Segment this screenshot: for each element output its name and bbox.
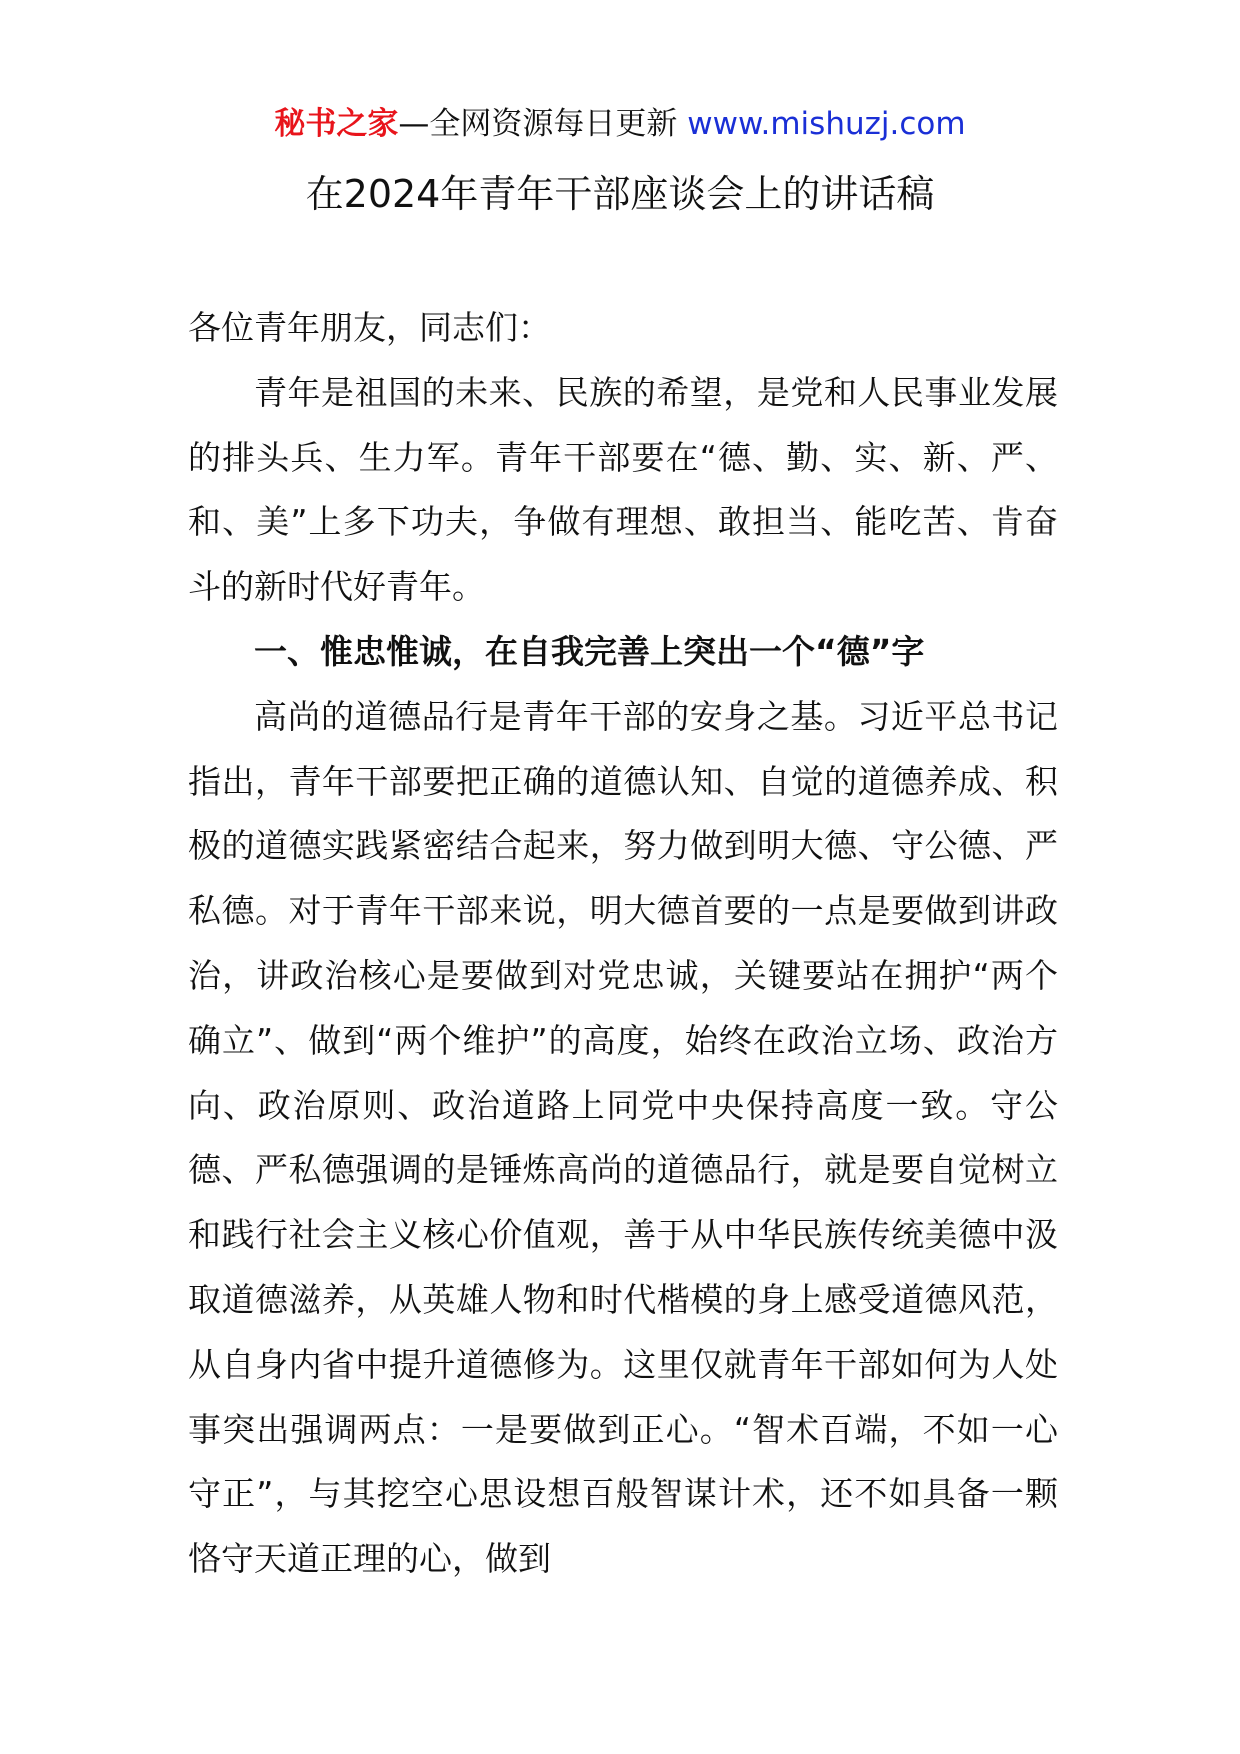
site-url-link[interactable]: www.mishuzj.com [687, 106, 966, 142]
document-title: 在2024年青年干部座谈会上的讲话稿 [305, 172, 935, 216]
intro-paragraph: 青年是祖国的未来、民族的希望，是党和人民事业发展的排头兵、生力军。青年干部要在“德、勤、实、新、严、和、美”上多下功夫，争做有理想、敢担当、能吃苦、肯奋斗的新时代好青年。 [188, 372, 1058, 607]
section-1-paragraph: 高尚的道德品行是青年干部的安身之基。习近平总书记指出，青年干部要把正确的道德认知、自觉的道德养成、积极的道德实践紧密结合起来，努力做到明大德、守公德、严私德。对于青年干部来说，明大德首要的一点是要做到讲政治，讲政治核心是要做到对党忠诚，关键要站在拥护“两个确立”、做到“两个维护”的高度，始终在政治立场、政治方向、政治原则、政治道路上同党中央保持高度一致。守公德、严私德强调的是锤炼高尚的道德品行，就是要自觉树立和践行社会主义核心价值观，善于从中华民族传统美德中汲取道德滋养，从英雄人物和时代楷模的身上感受道德风范，从自身内省中提升道德修为。这里仅就青年干部如何为人处事突出强调两点：一是要做到正心。“智术百端，不如一心守正”，与其挖空心思设想百般智谋计术，还不如具备一颗恪守天道正理的心，做到 [188, 696, 1058, 1579]
site-tagline: —全网资源每日更新 [398, 106, 688, 142]
salutation: 各位青年朋友，同志们： [188, 308, 551, 347]
section-heading-1: 一、惟忠惟诚，在自我完善上突出一个“德”字 [254, 631, 925, 671]
site-banner [0, 104, 1240, 144]
document-body [188, 296, 1058, 1592]
site-name: 秘书之家 [274, 106, 399, 142]
